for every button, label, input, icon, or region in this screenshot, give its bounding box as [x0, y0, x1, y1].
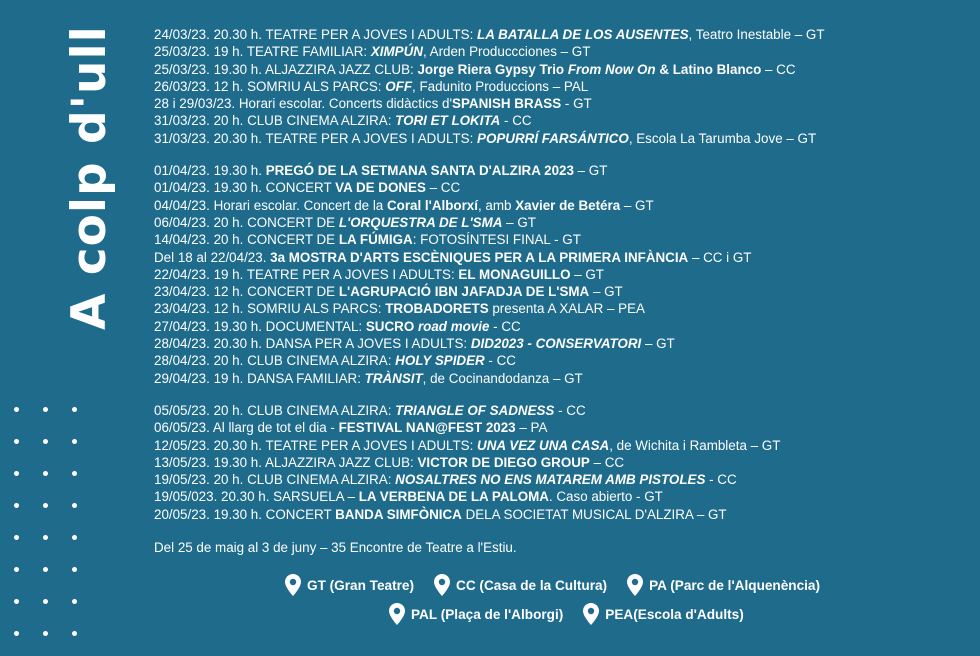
event-text: – GT [641, 336, 675, 352]
event-line [154, 402, 974, 419]
event-text: From Now On [567, 61, 656, 77]
event-text: road movie [417, 318, 490, 334]
legend-item [285, 574, 414, 596]
event-text: , de Cocinandodanza – GT [422, 370, 583, 386]
dot [14, 567, 19, 572]
event-text: 24/03/23. 20.30 h. TEATRE PER A JOVES I ADULTS: [154, 27, 478, 42]
legend-label: CC (Casa de la Cultura) [456, 577, 608, 593]
event-text: 13/05/23. 19.30 h. ALJAZZIRA JAZZ CLUB: [154, 454, 418, 470]
dot [14, 535, 19, 540]
legend-label: PEA(Escola d'Adults) [605, 606, 744, 622]
event-text: FESTIVAL NAN@FEST 2023 [338, 420, 516, 436]
event-text: 19/05/23. 20 h. CLUB CINEMA ALZIRA: [154, 472, 396, 488]
event-line [154, 26, 974, 43]
event-text: POPURRÍ FARSÁNTICO [477, 130, 629, 146]
dot [72, 535, 77, 540]
event-text: – GT [502, 214, 536, 230]
event-text: Del 18 al 22/04/23. [154, 249, 271, 265]
dot [72, 439, 77, 444]
event-line [154, 112, 974, 129]
dot [72, 471, 77, 476]
legend-row-2 [389, 603, 744, 625]
event-text: – CC i GT [688, 249, 752, 265]
event-line [154, 78, 974, 95]
event-text: LA VERBENA DE LA PALOMA [358, 489, 549, 505]
event-text: VA DE DONES [335, 180, 426, 196]
event-line [154, 454, 974, 471]
dot [72, 567, 77, 572]
event-line [154, 419, 974, 436]
event-text: – GT [620, 197, 654, 213]
event-text: - GT [561, 96, 592, 112]
legend-label: GT (Gran Teatre) [307, 577, 415, 593]
event-text: - CC [554, 402, 586, 418]
events-list [154, 26, 974, 538]
event-line [154, 506, 974, 523]
event-group [154, 162, 974, 387]
event-line [154, 283, 974, 300]
dot [14, 503, 19, 508]
event-text: 23/04/23. 12 h. SOMRIU ALS PARCS: [154, 301, 386, 317]
event-text: 25/03/23. 19 h. TEATRE FAMILIAR: [154, 44, 371, 60]
event-text: LA FÚMIGA [338, 232, 413, 248]
map-pin-icon [583, 603, 599, 625]
event-group [154, 402, 974, 523]
map-pin-icon [434, 574, 450, 596]
dot [72, 599, 77, 604]
legend-label: PAL (Plaça de l'Alborgi) [411, 606, 564, 622]
dot [72, 407, 77, 412]
festival-note: Del 25 de maig al 3 de juny – 35 Encontre de Teatre a l'Estiu. [154, 540, 517, 555]
dot [14, 407, 19, 412]
event-text: TROBADORETS [385, 301, 489, 317]
event-text: 3a MOSTRA D'ARTS ESCÈNIQUES PER A LA PRIMERA INFÀNCIA [270, 249, 689, 265]
event-line [154, 335, 974, 352]
event-text: 27/04/23. 19.30 h. DOCUMENTAL: [154, 318, 366, 334]
event-text: – GT [589, 284, 623, 300]
event-text: - CC [705, 472, 737, 488]
dot [14, 471, 19, 476]
event-text: L'AGRUPACIÓ IBN JAFADJA DE L'SMA [338, 284, 590, 300]
event-line [154, 95, 974, 112]
dot [43, 407, 48, 412]
event-text: – GT [570, 266, 604, 282]
legend-item [627, 574, 820, 596]
event-line [154, 179, 974, 196]
event-text: 23/04/23. 12 h. CONCERT DE [154, 284, 339, 300]
event-text: Coral l'Alborxí [386, 197, 478, 213]
legend-label: PA (Parc de l'Alquenència) [649, 577, 821, 593]
event-text: 20/05/23. 19.30 h. CONCERT [154, 506, 336, 522]
map-pin-icon [285, 574, 301, 596]
dot [43, 535, 48, 540]
event-line [154, 249, 974, 266]
event-text: LA BATALLA DE LOS AUSENTES [477, 27, 689, 42]
event-line [154, 352, 974, 369]
event-text: 05/05/23. 20 h. CLUB CINEMA ALZIRA: [154, 402, 396, 418]
event-text: , Teatro Inestable – GT [688, 27, 825, 42]
dot [72, 503, 77, 508]
dot [14, 439, 19, 444]
map-pin-icon [389, 603, 405, 625]
event-text: 31/03/23. 20.30 h. TEATRE PER A JOVES I ADULTS: [154, 130, 478, 146]
event-text: UNA VEZ UNA CASA [477, 437, 610, 453]
event-text: SPANISH BRASS [452, 96, 562, 112]
event-text: HOLY SPIDER [395, 353, 485, 369]
event-text: . Caso abierto - GT [548, 489, 663, 505]
decorative-dots [14, 407, 78, 637]
event-text: – CC [425, 180, 461, 196]
event-line [154, 488, 974, 505]
event-line [154, 318, 974, 335]
event-text: , Arden Produccciones – GT [422, 44, 591, 60]
legend-item [583, 603, 743, 625]
event-text: & Latino Blanco [655, 61, 762, 77]
event-text: L'ORQUESTRA DE L'SMA [338, 214, 503, 230]
legend-item [389, 603, 563, 625]
event-text: TRÀNSIT [364, 370, 423, 386]
dot [14, 599, 19, 604]
event-text: SUCRO [365, 318, 418, 334]
event-text: - CC [484, 353, 516, 369]
dot [43, 471, 48, 476]
event-text: DELA SOCIETAT MUSICAL D'ALZIRA – GT [461, 506, 727, 522]
page-title: A colp d'ull [62, 25, 117, 330]
event-line [154, 162, 974, 179]
event-text: 22/04/23. 19 h. TEATRE PER A JOVES I ADULTS: [154, 266, 459, 282]
dot [43, 439, 48, 444]
dot [43, 503, 48, 508]
event-text: 25/03/23. 19.30 h. ALJAZZIRA JAZZ CLUB: [154, 61, 418, 77]
event-text: 26/03/23. 12 h. SOMRIU ALS PARCS: [154, 78, 386, 94]
event-text: 01/04/23. 19.30 h. CONCERT [154, 180, 336, 196]
event-line [154, 214, 974, 231]
event-text: - CC [489, 318, 521, 334]
legend-row-1 [285, 574, 820, 596]
event-text: OFF [385, 78, 413, 94]
event-text: – CC [589, 454, 625, 470]
event-text: EL MONAGUILLO [458, 266, 571, 282]
map-pin-icon [627, 574, 643, 596]
event-text: 06/04/23. 20 h. CONCERT DE [154, 214, 339, 230]
event-line [154, 300, 974, 317]
event-text: BANDA SIMFÒNICA [335, 506, 462, 522]
event-text: 28/04/23. 20.30 h. DANSA PER A JOVES I ADULTS: [154, 336, 471, 352]
event-text: 14/04/23. 20 h. CONCERT DE [154, 232, 339, 248]
event-line [154, 437, 974, 454]
event-text: TRIANGLE OF SADNESS [395, 402, 555, 418]
event-text: : FOTOSÍNTESI FINAL - GT [412, 232, 581, 248]
event-text: TORI ET LOKITA [395, 113, 501, 129]
event-text: NOSALTRES NO ENS MATAREM AMB PISTOLES [395, 472, 706, 488]
dot [72, 631, 77, 636]
event-text: , Fadunito Produccions – PAL [412, 78, 589, 94]
event-text: 12/05/23. 20.30 h. TEATRE PER A JOVES I ADULTS: [154, 437, 478, 453]
dot [43, 631, 48, 636]
event-text: 01/04/23. 19.30 h. [154, 163, 266, 179]
event-text: , de Wichita i Rambleta – GT [609, 437, 781, 453]
event-text: – PA [515, 420, 548, 436]
legend-item [434, 574, 607, 596]
event-line [154, 231, 974, 248]
event-text: XIMPÚN [370, 44, 423, 60]
event-line [154, 130, 974, 147]
dot [43, 599, 48, 604]
event-text: – CC [761, 61, 796, 77]
event-text: presenta A XALAR – PEA [488, 301, 645, 317]
event-text: 04/04/23. Horari escolar. Concert de la [154, 197, 387, 213]
event-text: 31/03/23. 20 h. CLUB CINEMA ALZIRA: [154, 113, 396, 129]
event-text: PREGÓ DE LA SETMANA SANTA D'ALZIRA 2023 [265, 163, 574, 179]
event-text: 28/04/23. 20 h. CLUB CINEMA ALZIRA: [154, 353, 396, 369]
event-line [154, 43, 974, 60]
event-text: Xavier de Betéra [515, 197, 621, 213]
event-line [154, 197, 974, 214]
event-text: , Escola La Tarumba Jove – GT [628, 130, 817, 146]
event-line [154, 370, 974, 387]
event-text: 29/04/23. 19 h. DANSA FAMILIAR: [154, 370, 365, 386]
event-text: , amb [477, 197, 516, 213]
event-text: DID2023 - CONSERVATORI [470, 336, 642, 352]
event-line [154, 266, 974, 283]
event-text: VICTOR DE DIEGO GROUP [417, 454, 590, 470]
dot [14, 631, 19, 636]
event-group [154, 26, 974, 147]
event-text: – GT [573, 163, 608, 179]
event-text: 06/05/23. Al llarg de tot el dia - [154, 420, 339, 436]
event-line [154, 471, 974, 488]
event-text: - CC [500, 113, 532, 129]
event-line [154, 61, 974, 78]
event-text: 19/05/023. 20.30 h. SARSUELA – [154, 489, 359, 505]
event-text: Jorge Riera Gypsy Trio [417, 61, 568, 77]
dot [43, 567, 48, 572]
event-text: 28 i 29/03/23. Horari escolar. Concerts didàctics d' [154, 96, 453, 112]
